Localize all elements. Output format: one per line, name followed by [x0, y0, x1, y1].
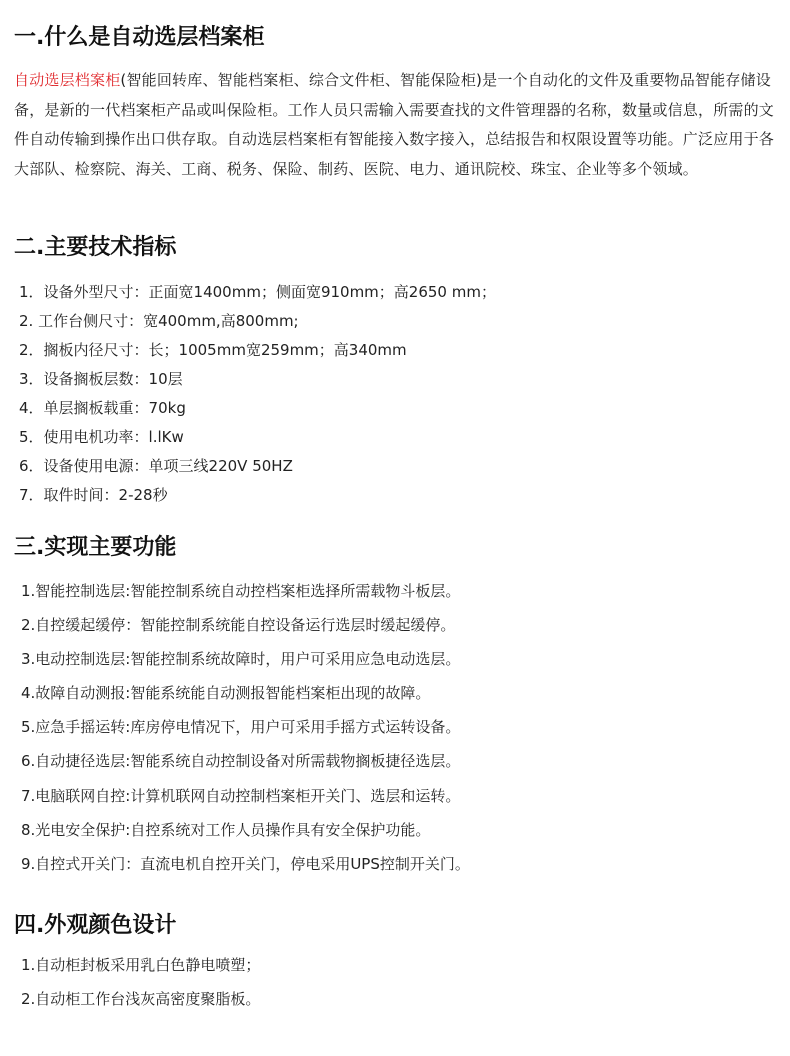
intro-body-text: (智能回转库、智能档案柜、综合文件柜、智能保险柜)是一个自动化的文件及重要物品智能存储设备，是新的一代档案柜产品或叫保险柜。工作人员只需输入需要查找的文件管理器的名称，数量或信息，所需的文件自动传输到操作出口供存取。自动选层档案柜有智能接入数字接入，总结报告和权限设置等功能。广泛应用于各大部队、检察院、海关、工商、税务、保险、制药、医院、电力、通讯院校、珠宝、企业等多个领域。	[14, 71, 775, 178]
function-item: 2.自控缓起缓停：智能控制系统能自控设备运行选层时缓起缓停。	[21, 616, 456, 635]
section-title-specs: 二.主要技术指标	[14, 235, 177, 260]
specs-item: 3．设备搁板层数：10层	[19, 370, 183, 388]
specs-item: 4．单层搁板载重：70kg	[19, 399, 186, 417]
function-item: 3.电动控制选层:智能控制系统故障时，用户可采用应急电动选层。	[21, 650, 461, 669]
specs-item: 7．取件时间：2-28秒	[19, 486, 168, 504]
function-item: 6.自动捷径选层:智能系统自动控制设备对所需载物搁板捷径选层。	[21, 752, 461, 771]
function-item: 4.故障自动测报:智能系统能自动测报智能档案柜出现的故障。	[21, 684, 431, 703]
specs-item: 6．设备使用电源：单项三线220V 50HZ	[19, 457, 293, 475]
appearance-list	[21, 948, 260, 1016]
function-item: 8.光电安全保护:自控系统对工作人员操作具有安全保护功能。	[21, 820, 431, 839]
intro-highlight-term: 自动选层档案柜	[14, 71, 121, 89]
specs-list	[19, 278, 496, 510]
specs-item: 2. 工作台侧尺寸：宽400mm,高800mm;	[19, 312, 299, 330]
function-item: 7.电脑联网自控:计算机联网自动控制档案柜开关门、选层和运转。	[21, 786, 461, 805]
appearance-item: 1.自动柜封板采用乳白色静电喷塑；	[21, 956, 261, 974]
specs-item: 2．搁板内径尺寸：长；1005mm宽259mm；高340mm	[19, 341, 407, 359]
function-item: 5.应急手摇运转:库房停电情况下，用户可采用手摇方式运转设备。	[21, 718, 461, 737]
specs-item: 1．设备外型尺寸：正面宽1400mm；侧面宽910mm；高2650 mm；	[19, 283, 496, 301]
function-item: 1.智能控制选层:智能控制系统自动控档案柜选择所需载物斗板层。	[21, 582, 461, 600]
function-item: 9.自控式开关门：直流电机自控开关门，停电采用UPS控制开关门。	[21, 854, 470, 873]
appearance-item: 2.自动柜工作台浅灰高密度聚脂板。	[21, 990, 261, 1008]
section-title-appearance: 四.外观颜色设计	[14, 913, 177, 938]
functions-list	[21, 574, 470, 881]
specs-item: 5．使用电机功率：l.lKw	[19, 428, 184, 446]
intro-paragraph	[14, 66, 778, 184]
section-title-intro: 一.什么是自动选层档案柜	[14, 25, 265, 50]
section-title-functions: 三.实现主要功能	[14, 535, 177, 560]
